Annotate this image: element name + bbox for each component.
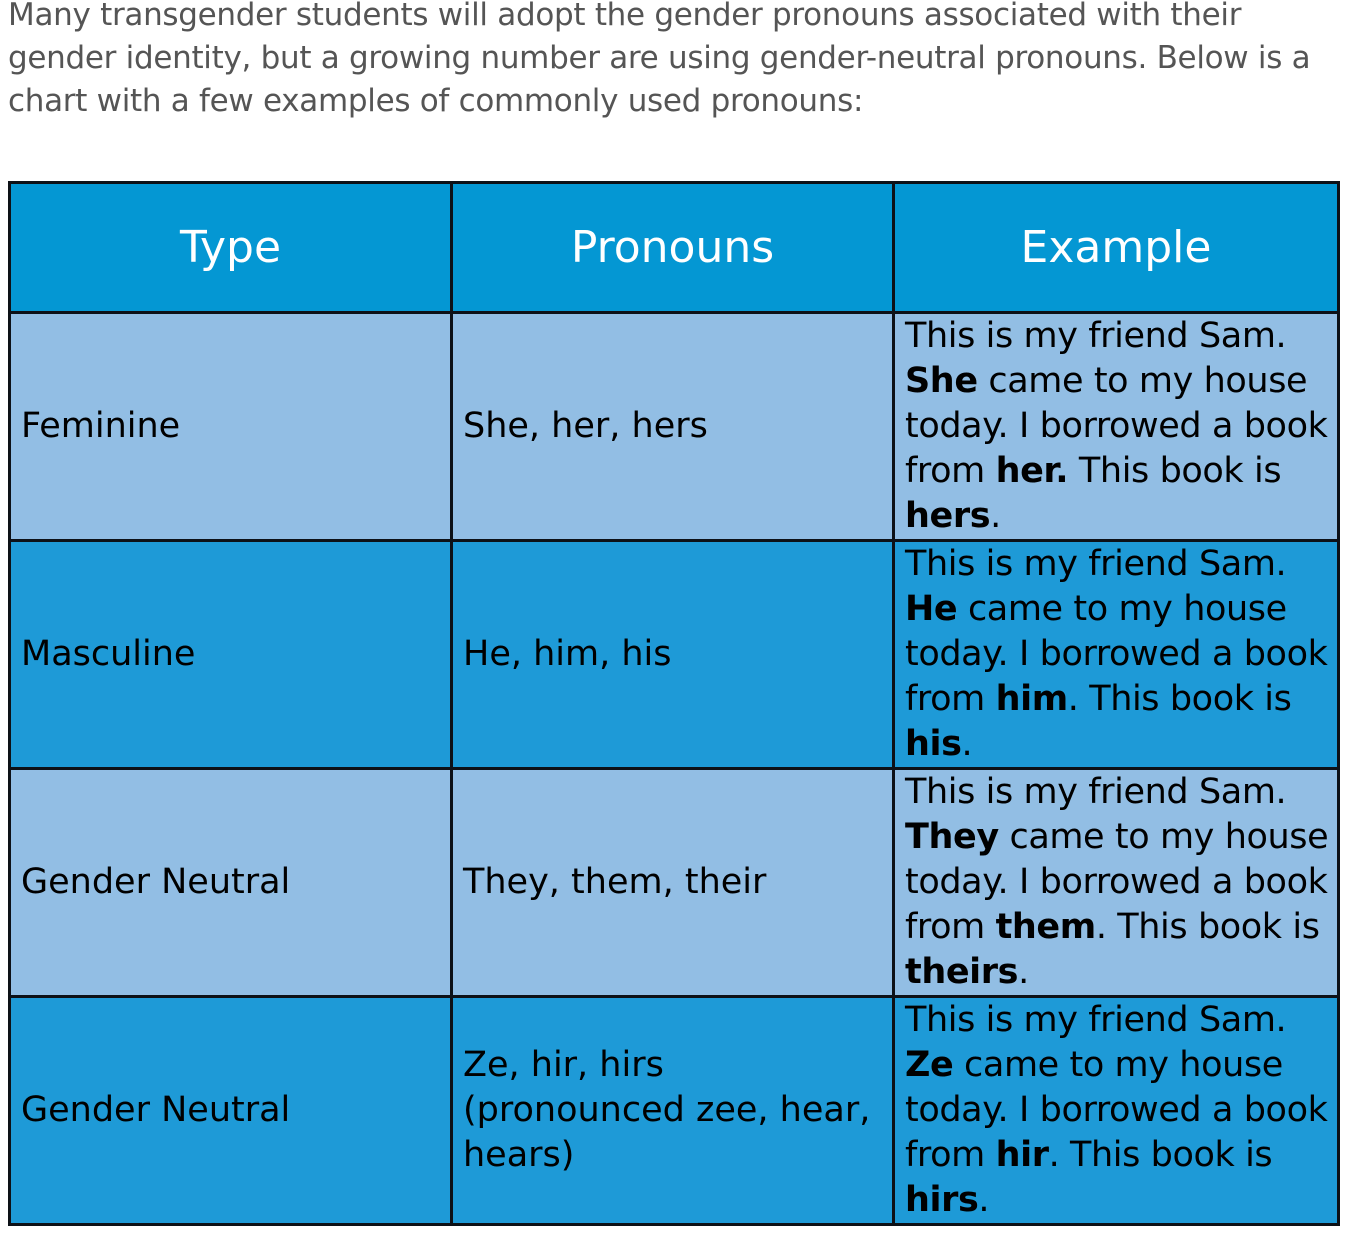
example-punctuation: . — [961, 724, 973, 764]
intro-paragraph: Many transgender students will adopt the gender pronouns associated with their gender identity, but a growing number are using gender-neutral pronouns. Below is a chart with a few examples of commonly used pronouns: — [8, 0, 1311, 119]
pronouns-cell: He, him, his — [452, 541, 894, 769]
example-punctuation: . — [990, 496, 1001, 536]
example-cell — [894, 997, 1339, 1225]
column-header-type: Type — [10, 183, 452, 313]
pronouns-cell: Ze, hir, hirs (pronounced zee, hear, hears) — [452, 997, 894, 1225]
object-pronoun: them — [995, 907, 1096, 947]
subject-pronoun: They — [905, 817, 999, 857]
table-row — [10, 997, 1339, 1225]
example-punctuation: . — [1018, 952, 1029, 992]
example-sentence: This book is — [1068, 451, 1282, 491]
table-header-row — [10, 183, 1339, 313]
object-pronoun: hir — [995, 1135, 1049, 1175]
pronouns-cell: She, her, hers — [452, 313, 894, 541]
pronouns-cell: They, them, their — [452, 769, 894, 997]
table-row — [10, 541, 1339, 769]
type-cell: Feminine — [10, 313, 452, 541]
subject-pronoun: Ze — [905, 1045, 954, 1085]
type-cell: Gender Neutral — [10, 769, 452, 997]
possessive-pronoun: his — [905, 724, 962, 764]
table-row — [10, 313, 1339, 541]
pronouns-table — [8, 181, 1340, 1226]
example-punctuation: . — [978, 1180, 990, 1220]
subject-pronoun: He — [905, 589, 958, 629]
column-header-example: Example — [894, 183, 1339, 313]
example-sentence: This is my friend Sam. — [905, 316, 1287, 356]
type-cell: Gender Neutral — [10, 997, 452, 1225]
example-sentence: . This book is — [1067, 679, 1292, 719]
example-sentence: . This book is — [1048, 1135, 1273, 1175]
example-sentence: . This book is — [1095, 907, 1320, 947]
example-cell — [894, 541, 1339, 769]
example-sentence: This is my friend Sam. — [905, 1000, 1287, 1040]
example-sentence: came to my house today. I borrowed a book from — [905, 1045, 1328, 1175]
example-sentence: came to my house today. I borrowed a book from — [905, 361, 1328, 491]
possessive-pronoun: hers — [905, 496, 991, 536]
example-sentence: came to my house today. I borrowed a book from — [905, 589, 1328, 719]
example-cell — [894, 769, 1339, 997]
object-pronoun: her. — [995, 451, 1069, 491]
example-sentence: came to my house today. I borrowed a book from — [905, 817, 1329, 947]
object-pronoun: him — [995, 679, 1068, 719]
column-header-pronouns: Pronouns — [452, 183, 894, 313]
table-row — [10, 769, 1339, 997]
type-cell: Masculine — [10, 541, 452, 769]
subject-pronoun: She — [905, 361, 978, 401]
example-cell — [894, 313, 1339, 541]
possessive-pronoun: hirs — [905, 1180, 979, 1220]
example-sentence: This is my friend Sam. — [905, 544, 1287, 584]
possessive-pronoun: theirs — [905, 952, 1019, 992]
example-sentence: This is my friend Sam. — [905, 772, 1287, 812]
